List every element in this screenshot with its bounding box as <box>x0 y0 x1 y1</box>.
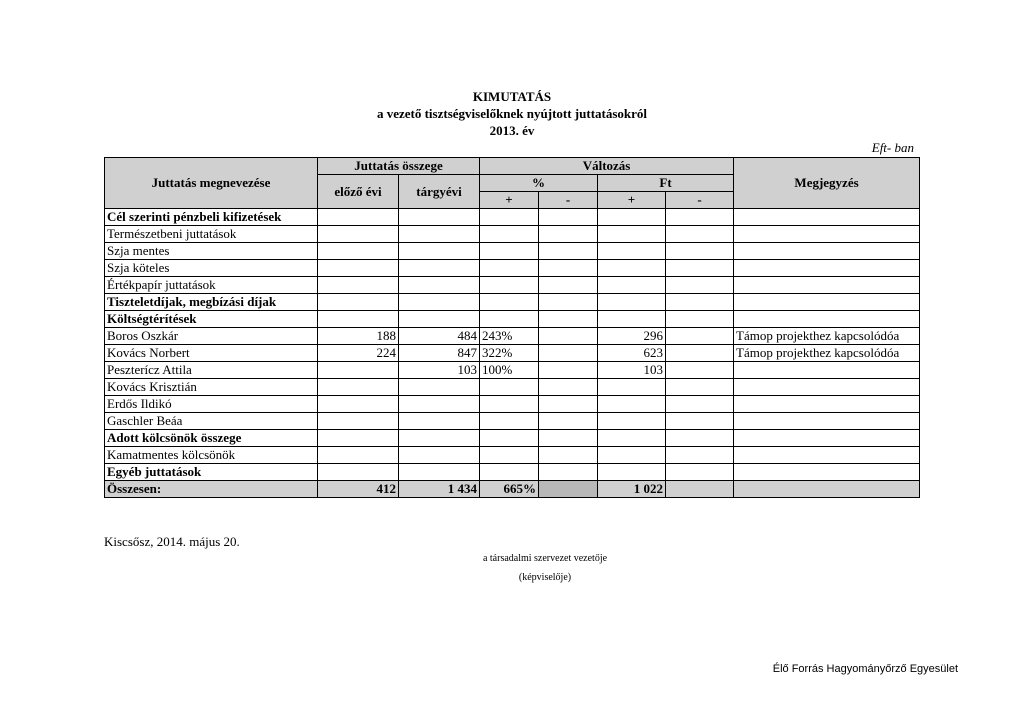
cell-note: Támop projekthez kapcsolódóa <box>734 345 920 362</box>
total-pct-plus: 665% <box>480 481 539 498</box>
cell-note <box>734 362 920 379</box>
total-note <box>734 481 920 498</box>
cell-note <box>734 226 920 243</box>
row-label: Költségtérítések <box>105 311 318 328</box>
cell-ft-plus <box>598 260 666 277</box>
row-label: Peszterícz Attila <box>105 362 318 379</box>
cell-prev <box>318 260 399 277</box>
document-title: KIMUTATÁS <box>472 89 552 104</box>
cell-pct-plus <box>480 311 539 328</box>
table-row <box>105 379 920 396</box>
cell-ft-plus: 103 <box>598 362 666 379</box>
cell-ft-minus <box>666 209 734 226</box>
cell-note <box>734 311 920 328</box>
total-pct-minus <box>539 481 598 498</box>
cell-prev <box>318 243 399 260</box>
document-subtitle: a vezető tisztségviselőknek nyújtott juttatásokról <box>376 106 648 121</box>
cell-pct-plus: 243% <box>480 328 539 345</box>
cell-ft-plus <box>598 464 666 481</box>
row-label: Gaschler Beáa <box>105 413 318 430</box>
cell-ft-plus: 623 <box>598 345 666 362</box>
row-label: Erdős Ildikó <box>105 396 318 413</box>
cell-prev <box>318 379 399 396</box>
cell-pct-minus <box>539 413 598 430</box>
cell-current <box>399 311 480 328</box>
col-header-prev: előző évi <box>318 175 399 209</box>
total-row <box>105 481 920 498</box>
benefits-table <box>104 157 920 498</box>
cell-pct-minus <box>539 362 598 379</box>
cell-current <box>399 413 480 430</box>
cell-current: 847 <box>399 345 480 362</box>
table-row <box>105 396 920 413</box>
cell-prev <box>318 447 399 464</box>
cell-ft-minus <box>666 362 734 379</box>
table-row <box>105 226 920 243</box>
cell-pct-minus <box>539 464 598 481</box>
cell-pct-plus: 100% <box>480 362 539 379</box>
row-label: Egyéb juttatások <box>105 464 318 481</box>
col-header-name: Juttatás megnevezése <box>105 158 318 209</box>
table-row <box>105 430 920 447</box>
cell-ft-plus <box>598 277 666 294</box>
place-date: Kiscsősz, 2014. május 20. <box>104 534 240 549</box>
cell-note: Támop projekthez kapcsolódóa <box>734 328 920 345</box>
total-label: Összesen: <box>105 481 318 498</box>
cell-ft-minus <box>666 277 734 294</box>
cell-ft-minus <box>666 294 734 311</box>
cell-ft-plus: 296 <box>598 328 666 345</box>
table-row <box>105 447 920 464</box>
organization-name: Élő Forrás Hagyományőrző Egyesület <box>772 663 958 675</box>
col-header-ft-minus: - <box>666 192 734 209</box>
cell-pct-minus <box>539 328 598 345</box>
cell-ft-plus <box>598 209 666 226</box>
cell-ft-minus <box>666 260 734 277</box>
cell-current <box>399 277 480 294</box>
table-row <box>105 209 920 226</box>
table-row <box>105 277 920 294</box>
cell-note <box>734 379 920 396</box>
signature-subtitle: (képviselője) <box>518 572 572 583</box>
cell-pct-plus <box>480 447 539 464</box>
total-ft-plus: 1 022 <box>598 481 666 498</box>
cell-current <box>399 209 480 226</box>
row-label: Tiszteletdíjak, megbízási díjak <box>105 294 318 311</box>
cell-pct-plus <box>480 294 539 311</box>
table-row <box>105 260 920 277</box>
cell-ft-minus <box>666 243 734 260</box>
table-row <box>105 362 920 379</box>
cell-ft-plus <box>598 226 666 243</box>
cell-ft-plus <box>598 430 666 447</box>
cell-pct-plus: 322% <box>480 345 539 362</box>
col-header-ft-plus: + <box>598 192 666 209</box>
cell-ft-plus <box>598 379 666 396</box>
total-prev: 412 <box>318 481 399 498</box>
cell-ft-minus <box>666 396 734 413</box>
cell-note <box>734 294 920 311</box>
cell-ft-plus <box>598 294 666 311</box>
col-header-note: Megjegyzés <box>734 158 920 209</box>
cell-ft-plus <box>598 243 666 260</box>
cell-prev <box>318 209 399 226</box>
cell-prev <box>318 430 399 447</box>
cell-prev <box>318 311 399 328</box>
cell-ft-minus <box>666 328 734 345</box>
cell-ft-plus <box>598 413 666 430</box>
cell-prev: 188 <box>318 328 399 345</box>
cell-current <box>399 226 480 243</box>
cell-pct-plus <box>480 430 539 447</box>
cell-current <box>399 447 480 464</box>
signature-title: a társadalmi szervezet vezetője <box>482 553 608 564</box>
cell-pct-minus <box>539 396 598 413</box>
cell-prev <box>318 277 399 294</box>
cell-note <box>734 447 920 464</box>
cell-ft-minus <box>666 464 734 481</box>
cell-ft-minus <box>666 226 734 243</box>
cell-note <box>734 243 920 260</box>
cell-pct-minus <box>539 311 598 328</box>
cell-ft-minus <box>666 447 734 464</box>
cell-prev <box>318 362 399 379</box>
cell-prev <box>318 226 399 243</box>
cell-pct-minus <box>539 294 598 311</box>
row-label: Szja köteles <box>105 260 318 277</box>
unit-label: Eft- ban <box>871 140 914 155</box>
row-label: Kovács Norbert <box>105 345 318 362</box>
table-row <box>105 345 920 362</box>
cell-pct-plus <box>480 209 539 226</box>
cell-prev <box>318 294 399 311</box>
total-ft-minus <box>666 481 734 498</box>
row-label: Természetbeni juttatások <box>105 226 318 243</box>
cell-ft-plus <box>598 447 666 464</box>
document-year: 2013. év <box>489 123 535 138</box>
cell-pct-plus <box>480 379 539 396</box>
cell-pct-plus <box>480 260 539 277</box>
table-row <box>105 294 920 311</box>
col-header-pct: % <box>480 175 598 192</box>
cell-ft-minus <box>666 345 734 362</box>
row-label: Kamatmentes kölcsönök <box>105 447 318 464</box>
cell-prev <box>318 413 399 430</box>
cell-ft-minus <box>666 379 734 396</box>
cell-ft-plus <box>598 311 666 328</box>
cell-note <box>734 277 920 294</box>
cell-ft-minus <box>666 413 734 430</box>
cell-note <box>734 413 920 430</box>
cell-pct-plus <box>480 243 539 260</box>
cell-current <box>399 430 480 447</box>
cell-prev: 224 <box>318 345 399 362</box>
cell-pct-minus <box>539 447 598 464</box>
cell-pct-plus <box>480 226 539 243</box>
cell-ft-minus <box>666 430 734 447</box>
cell-pct-minus <box>539 209 598 226</box>
cell-pct-minus <box>539 430 598 447</box>
table-row <box>105 413 920 430</box>
cell-prev <box>318 396 399 413</box>
cell-pct-minus <box>539 379 598 396</box>
table-row <box>105 311 920 328</box>
total-current: 1 434 <box>399 481 480 498</box>
cell-pct-plus <box>480 277 539 294</box>
cell-pct-minus <box>539 345 598 362</box>
row-label: Kovács Krisztián <box>105 379 318 396</box>
col-header-pct-minus: - <box>539 192 598 209</box>
cell-pct-plus <box>480 464 539 481</box>
cell-ft-minus <box>666 311 734 328</box>
cell-note <box>734 396 920 413</box>
col-header-pct-plus: + <box>480 192 539 209</box>
cell-note <box>734 260 920 277</box>
row-label: Cél szerinti pénzbeli kifizetések <box>105 209 318 226</box>
cell-current <box>399 243 480 260</box>
row-label: Boros Oszkár <box>105 328 318 345</box>
cell-current <box>399 379 480 396</box>
col-header-current: tárgyévi <box>399 175 480 209</box>
cell-prev <box>318 464 399 481</box>
cell-current <box>399 260 480 277</box>
cell-ft-plus <box>598 396 666 413</box>
cell-pct-minus <box>539 277 598 294</box>
table-row <box>105 243 920 260</box>
cell-note <box>734 464 920 481</box>
col-header-change: Változás <box>480 158 734 175</box>
cell-note <box>734 430 920 447</box>
cell-pct-plus <box>480 396 539 413</box>
row-label: Szja mentes <box>105 243 318 260</box>
table-row <box>105 464 920 481</box>
row-label: Adott kölcsönök összege <box>105 430 318 447</box>
cell-current: 103 <box>399 362 480 379</box>
cell-pct-plus <box>480 413 539 430</box>
row-label: Értékpapír juttatások <box>105 277 318 294</box>
col-header-amount: Juttatás összege <box>318 158 480 175</box>
table-row <box>105 328 920 345</box>
cell-current: 484 <box>399 328 480 345</box>
cell-current <box>399 396 480 413</box>
col-header-ft: Ft <box>598 175 734 192</box>
cell-pct-minus <box>539 226 598 243</box>
cell-pct-minus <box>539 243 598 260</box>
cell-pct-minus <box>539 260 598 277</box>
cell-current <box>399 464 480 481</box>
cell-current <box>399 294 480 311</box>
cell-note <box>734 209 920 226</box>
